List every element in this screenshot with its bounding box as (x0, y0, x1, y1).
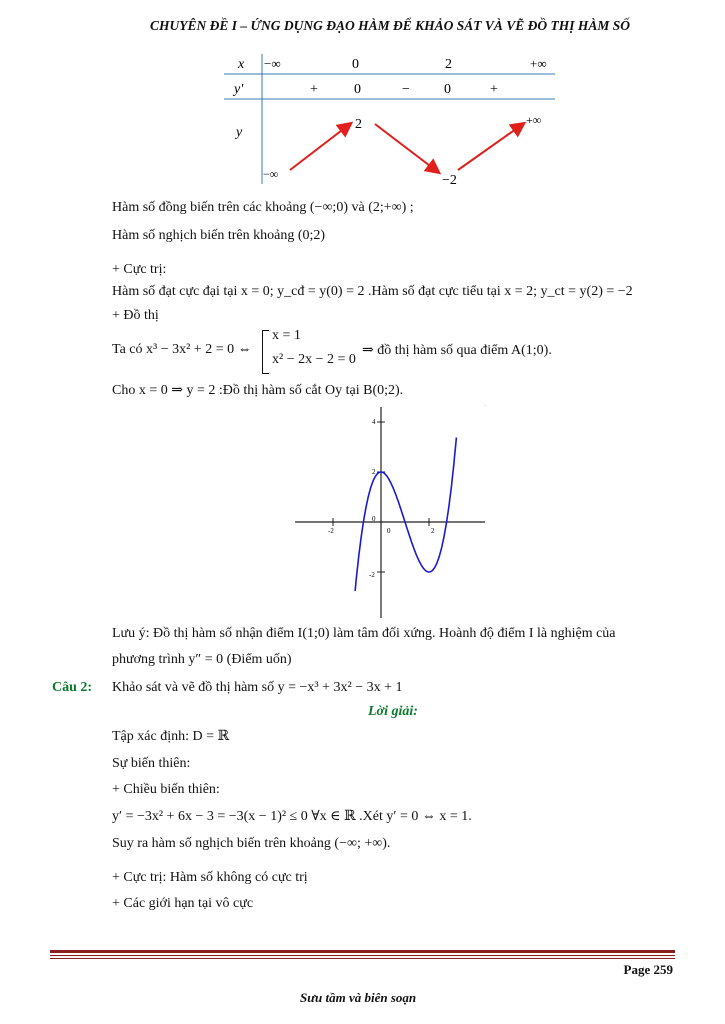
sign-3: + (490, 82, 498, 97)
text-line-9: phương trình y″ = 0 (Điểm uốn) (112, 652, 292, 667)
page-number: Page 259 (623, 962, 673, 977)
text-line-2: Hàm số nghịch biến trên khoảng (0;2) (112, 228, 326, 243)
footer-rule (50, 950, 675, 953)
system-bracket (262, 330, 269, 374)
text-m2: Sự biến thiên: (112, 756, 191, 771)
y-min: −2 (442, 173, 457, 188)
text-line-4: Hàm số đạt cực đại tại x = 0; y_cđ = y(0) = 2 .Hàm số đạt cực tiểu tại x = 2; y_ct = y(2) = −2 (112, 284, 633, 299)
text-line-6d: ⇒ đồ thị hàm số qua điểm A(1;0). (362, 343, 552, 358)
text-line-5: + Đồ thị (112, 308, 159, 323)
arrow-up-2 (458, 124, 523, 170)
text-line-6b: x = 1 (272, 328, 301, 343)
x-zero: 0 (352, 57, 359, 72)
text-line-7: Cho x = 0 ⇒ y = 2 :Đồ thị hàm số cắt Oy tại B(0;2). (112, 383, 404, 398)
row-label-yprime: y' (234, 82, 244, 97)
text-m1: Tập xác định: D = ℝ (112, 729, 230, 744)
ytick-4: 4 (372, 418, 376, 426)
x-minus-inf: −∞ (264, 56, 281, 71)
function-curve (355, 438, 456, 592)
text-m6: + Cực trị: Hàm số không có cực trị (112, 870, 308, 885)
row-label-y: y (236, 125, 243, 140)
ytick-0: 0 (372, 515, 376, 523)
arrow-up-1 (290, 124, 350, 170)
sign-zero-2: 0 (444, 82, 451, 97)
xtick-2: 2 (431, 527, 435, 535)
footer-rule-thin-2 (50, 958, 675, 959)
function-graph (295, 405, 490, 620)
xtick-0: 0 (387, 527, 391, 535)
solution-label: Lời giải: (368, 704, 418, 719)
text-line-3: + Cực trị: (112, 262, 167, 277)
sign-zero-1: 0 (354, 82, 361, 97)
y-max: 2 (355, 117, 362, 132)
page-header: CHUYÊN ĐỀ I – ỨNG DỤNG ĐẠO HÀM ĐỂ KHẢO SÁT VÀ VẼ ĐỒ THỊ HÀM SỐ (150, 18, 631, 33)
footer-rule-thin (50, 955, 675, 956)
text-line-6a: Ta có x³ − 3x² + 2 = 0 ⇔ (112, 342, 252, 357)
ytick-neg2: -2 (369, 571, 375, 579)
question-text: Khảo sát và vẽ đồ thị hàm số y = −x³ + 3x² − 3x + 1 (112, 680, 403, 695)
arrow-down (375, 124, 438, 172)
sign-2: − (402, 82, 410, 97)
row-label-x: x (238, 57, 245, 72)
text-line-6c: x² − 2x − 2 = 0 (272, 352, 356, 367)
text-m3: + Chiều biến thiên: (112, 782, 220, 797)
question-label: Câu 2: (52, 680, 93, 695)
sign-1: + (310, 82, 318, 97)
footer-note: Sưu tầm và biên soạn (300, 990, 417, 1005)
text-line-1: Hàm số đồng biến trên các khoảng (−∞;0) và (2;+∞) ; (112, 200, 414, 215)
text-m5: Suy ra hàm số nghịch biến trên khoảng (−∞; +∞). (112, 836, 391, 851)
text-line-8: Lưu ý: Đồ thị hàm số nhận điểm I(1;0) làm tâm đối xứng. Hoành độ điểm I là nghiệm của (112, 626, 616, 641)
text-m7: + Các giới hạn tại vô cực (112, 896, 254, 911)
xtick-neg2: -2 (328, 527, 334, 535)
y-plus-inf: +∞ (526, 113, 542, 127)
y-minus-inf: −∞ (263, 167, 279, 181)
ytick-2: 2 (372, 468, 376, 476)
text-m4: y′ = −3x² + 6x − 3 = −3(x − 1)² ≤ 0 ∀x ∈ ℝ .Xét y′ = 0 ⇔ x = 1. (112, 809, 472, 824)
x-plus-inf: +∞ (530, 56, 547, 71)
variation-table (220, 52, 560, 192)
x-two: 2 (445, 57, 452, 72)
